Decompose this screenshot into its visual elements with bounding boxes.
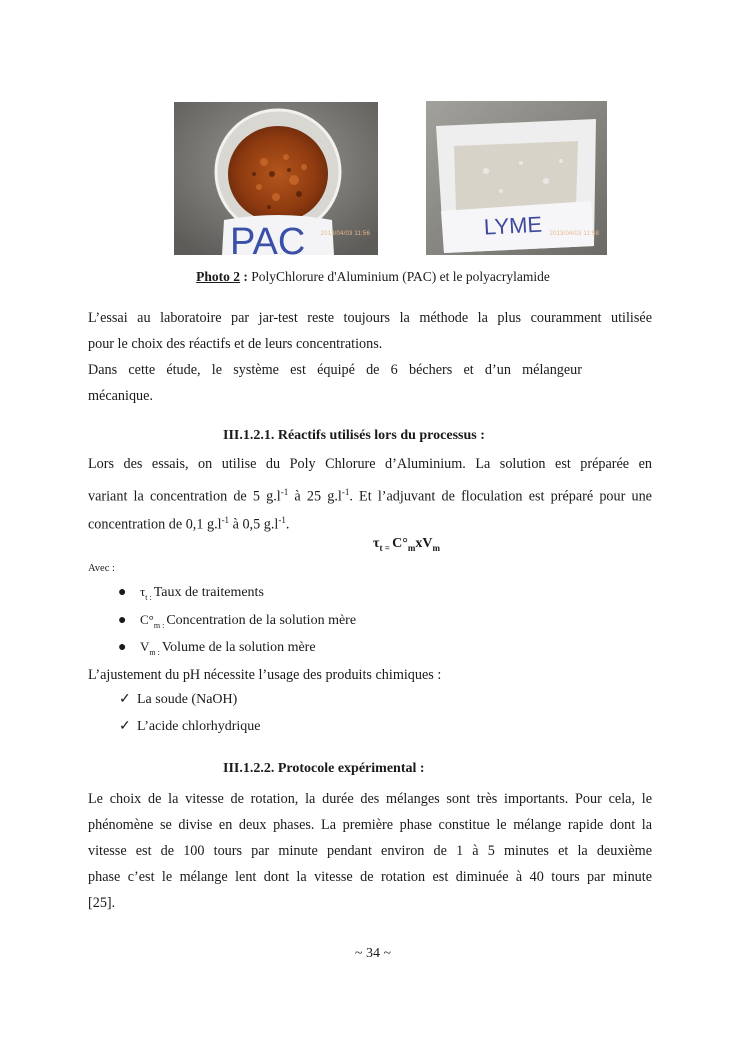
pac-cup-label: PAC [230,221,306,255]
intro-line-4: mécanique. [88,388,153,404]
definition-item: ● $\tau_{t :}$ Taux de traitements [118,584,264,602]
section1-line-2: variant la concentration de 5 $g.l^{-1}$ à 25 $g.l^{-1}$. Et l’adjuvant de floculation est préparé pour une [88,487,652,505]
intro-line-3: Dans cette étude, le système est équipé de 6 béchers et d’un mélangeur [88,362,582,378]
lyme-photo-timestamp: 2013/04/03 11:58 [549,231,599,237]
definition-item: ● $V_{m :}$ Volume de la solution mère [118,639,316,657]
treatment-rate-formula: $\tau_{t =}$ $C^\circ_mxV_m$ [373,536,440,553]
photo-lyme [426,101,607,255]
section2-line-3: vitesse est de 100 tours par minute pendant environ de 1 à 5 minutes et la deuxième [88,843,652,859]
checkmark-icon: ✓ [119,692,131,707]
intro-line-2: pour le choix des réactifs et de leurs concentrations. [88,336,383,352]
checkmark-icon: ✓ [119,719,131,734]
pac-photo-timestamp: 2013/04/03 11:56 [320,231,370,237]
section2-line-4: phase c’est le mélange lent dont la vitesse de rotation est diminuée à 40 tours par minute [88,869,652,885]
section-heading-reactifs: III.1.2.1. Réactifs utilisés lors du processus : [223,428,485,443]
section2-line-2: phénomène se divise en deux phases. La première phase constitue le mélange rapide dont la [88,817,652,833]
page-number: ~ 34 ~ [354,946,392,961]
bullet-dot-icon: ● [118,613,127,628]
photo-caption [0,269,746,285]
section1-line-3: concentration de 0,1 $g.l^{-1}$ à 0,5 $g.l^{-1}$. [88,515,290,533]
section-heading-protocole: III.1.2.2. Protocole expérimental : [223,761,425,776]
bullet-dot-icon: ● [118,640,127,655]
intro-line-1: L’essai au laboratoire par jar-test reste toujours la méthode la plus couramment utilisée [88,310,652,326]
avec-label: Avec : [88,563,115,574]
section2-line-5: [25]. [88,895,116,911]
photo-pac [174,102,378,255]
caption-label: Photo 2 [196,269,241,284]
section2-line-1: Le choix de la vitesse de rotation, la durée des mélanges sont très importants. Pour cela, le [88,791,652,807]
caption-text: PolyChlorure d'Aluminium (PAC) et le polyacrylamide [247,269,550,284]
chemical-item: ✓ La soude (NaOH) [119,692,238,707]
ph-adjustment-line: L’ajustement du pH nécessite l’usage des produits chimiques : [88,667,442,683]
section1-line-1: Lors des essais, on utilise du Poly Chlorure d’Aluminium. La solution est préparée en [88,456,652,472]
chemical-item: ✓ L’acide chlorhydrique [119,719,261,734]
caption-separator: : [240,269,248,284]
definition-item: ● $C^\circ_{m :}$ Concentration de la solution mère [118,612,357,630]
bullet-dot-icon: ● [118,585,127,600]
lyme-container-label: LYME [483,211,543,240]
